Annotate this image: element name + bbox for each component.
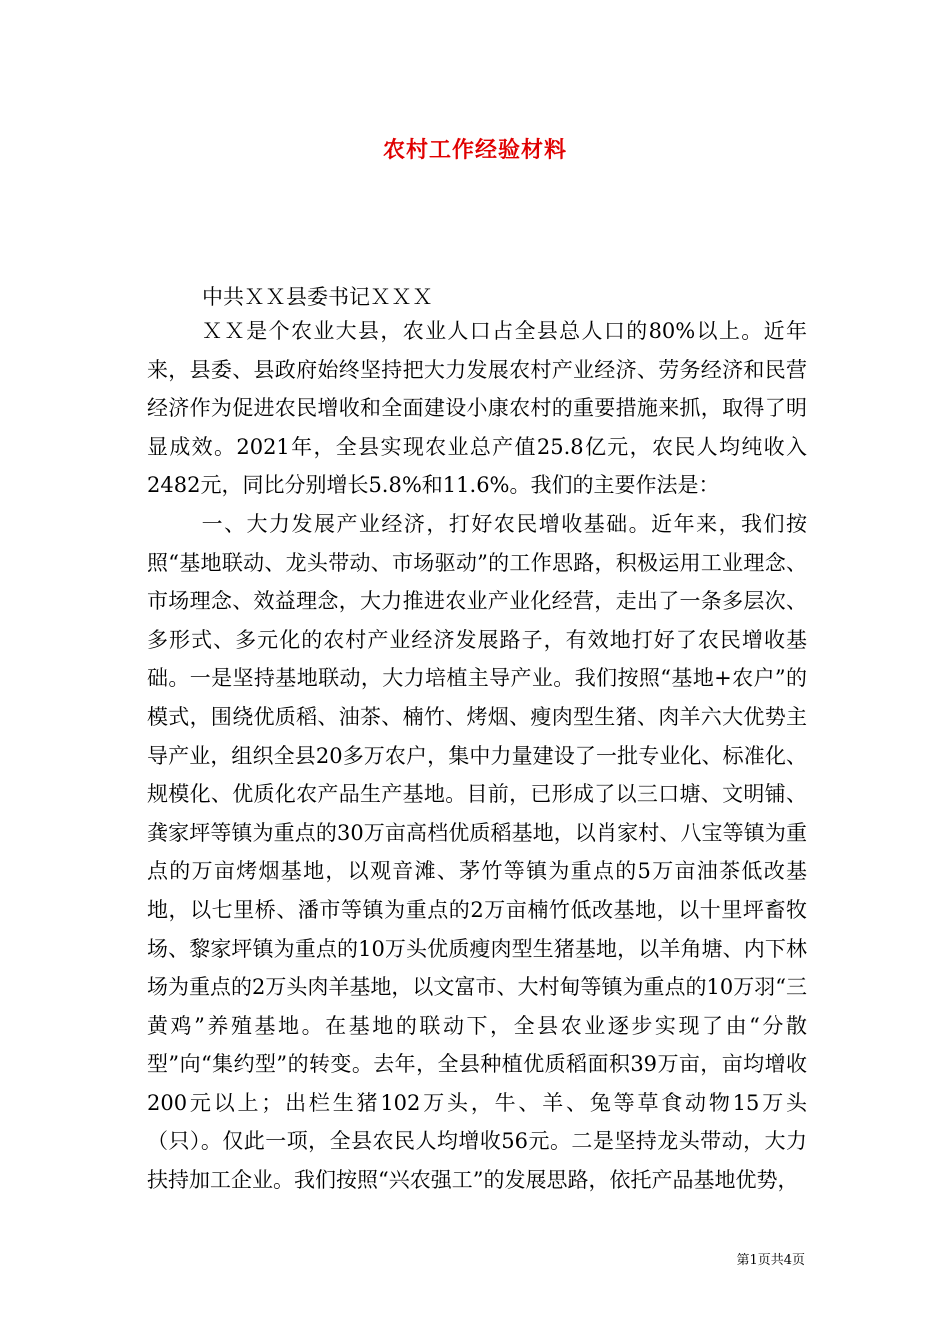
paragraph-intro: ＸＸ是个农业大县，农业人口占全县总人口的80%以上。近年来，县委、县政府始终坚持把大力发展农村产业经济、劳务经济和民营经济作为促进农民增收和全面建设小康农村的重要措施来抓，取得了明显成效。2021年，全县实现农业总产值25.8亿元，农民人均纯收入2482元，同比分别增长5.8%和11.6%。我们的主要作法是： <box>147 319 807 498</box>
author-line: 中共ＸＸ县委书记ＸＸＸ <box>202 285 433 309</box>
document-title: 农村工作经验材料 <box>382 137 567 163</box>
document-body <box>147 312 807 1200</box>
paragraph-section-one: 一、大力发展产业经济，打好农民增收基础。近年来，我们按照“基地联动、龙头带动、市场驱动”的工作思路，积极运用工业理念、市场理念、效益理念，大力推进农业产业化经营，走出了一条多层次、多形式、多元化的农村产业经济发展路子，有效地打好了农民增收基础。一是坚持基地联动，大力培植主导产业。我们按照“基地+农户”的模式，围绕优质稻、油茶、楠竹、烤烟、瘦肉型生猪、肉羊六大优势主导产业，组织全县20多万农户，集中力量建设了一批专业化、标准化、规模化、优质化农产品生产基地。目前，已形成了以三口塘、文明铺、龚家坪等镇为重点的30万亩高档优质稻基地，以肖家村、八宝等镇为重点的万亩烤烟基地，以观音滩、茅竹等镇为重点的5万亩油茶低改基地，以七里桥、潘市等镇为重点的2万亩楠竹低改基地，以十里坪畜牧场、黎家坪镇为重点的10万头优质瘦肉型生猪基地，以羊角塘、内下林场为重点的2万头肉羊基地，以文富市、大村甸等镇为重点的10万羽“三黄鸡”养殖基地。在基地的联动下，全县农业逐步实现了由“分散型”向“集约型”的转变。去年，全县种植优质稻面积39万亩，亩均增收200元以上；出栏生猪102万头，牛、羊、兔等草食动物15万头（只）。仅此一项，全县农民人均增收56元。二是坚持龙头带动，大力扶持加工企业。我们按照“兴农强工”的发展思路，依托产品基地优势， <box>147 511 807 1193</box>
page-number: 第1页共4页 <box>736 1253 805 1268</box>
